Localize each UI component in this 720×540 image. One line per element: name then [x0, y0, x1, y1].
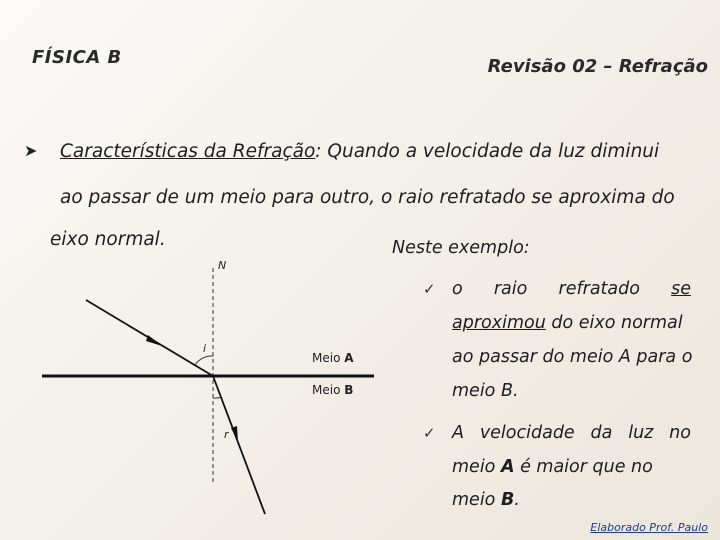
item2-word: velocidade [479, 423, 575, 443]
item2-text: . [514, 490, 520, 510]
example-heading: Neste exemplo: [392, 238, 530, 258]
subject-title: FÍSICA B [32, 47, 122, 68]
author-credit: Elaborado Prof. Paulo [590, 521, 708, 534]
item2-word: luz [628, 423, 654, 443]
item2-word: A [452, 423, 464, 443]
main-line-1-text: Quando a velocidade da luz diminui [321, 141, 660, 162]
item2-word: da [590, 423, 613, 443]
item2-text: meio [452, 457, 501, 477]
main-line-2: ao passar de um meio para outro, o raio refratado se aproxima do [60, 187, 675, 208]
item1-word: refratado [558, 279, 640, 299]
incidence-angle-label: i [203, 342, 207, 355]
item2-text: meio [452, 490, 501, 510]
term-colon: : [315, 141, 322, 162]
item1-underlined: aproximou [452, 313, 546, 333]
normal-label: N [218, 259, 227, 272]
item1-line-4: meio B. [452, 381, 519, 401]
term-label: Características da Refração [60, 141, 316, 162]
item1-word: o [452, 279, 463, 299]
item1-word: raio [493, 279, 528, 299]
item2-bold: B [500, 490, 515, 510]
incident-arrow-icon [146, 335, 162, 346]
refracted-ray [213, 376, 265, 514]
item1-line-3: ao passar do meio A para o [452, 347, 693, 367]
medium-b-label: Meio B [312, 383, 354, 397]
arrow-bullet-icon: ➤ [24, 141, 38, 160]
item1-line-2-rest: do eixo normal [545, 313, 683, 333]
item2-bold: A [500, 457, 515, 477]
medium-a-label: Meio A [312, 351, 354, 365]
item2-text: é maior que no [514, 457, 653, 477]
refracted-arrow-icon [231, 426, 238, 442]
refraction-angle-label: r [224, 428, 229, 441]
incidence-angle-arc [195, 356, 213, 365]
checkmark-icon: ✓ [423, 280, 436, 298]
slide-title: Revisão 02 – Refração [487, 56, 708, 77]
main-line-3: eixo normal. [50, 229, 166, 250]
item1-word: se [671, 279, 691, 299]
checkmark-icon: ✓ [423, 424, 436, 442]
item2-word: no [669, 423, 691, 443]
